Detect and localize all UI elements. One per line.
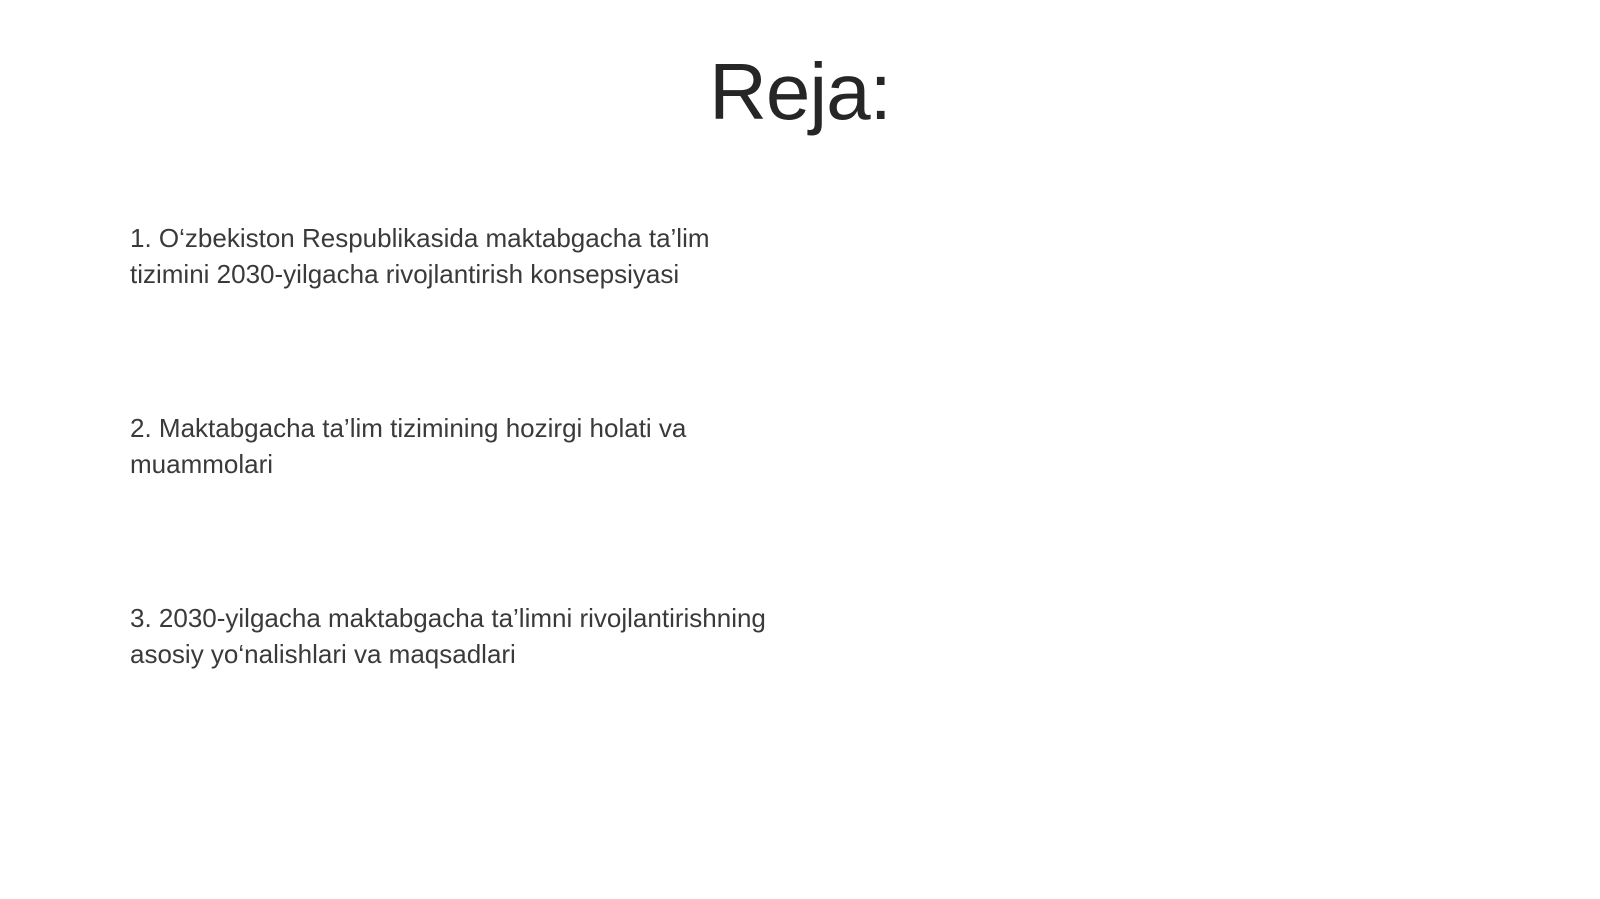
plan-item-2-line-1: 2. Maktabgacha ta’lim tizimining hozirgi holati va (130, 413, 687, 443)
plan-item-2 (130, 410, 850, 482)
plan-item-1-line-1: 1. O‘zbekiston Respublikasida maktabgacha ta’lim (130, 223, 710, 253)
plan-item-3 (130, 600, 850, 672)
plan-item-1-line-2: tizimini 2030-yilgacha rivojlantirish konsepsiyasi (130, 259, 680, 289)
plan-item-2-line-2: muammolari (130, 449, 274, 479)
slide-title: Reja: (709, 47, 891, 136)
plan-item-3-line-2: asosiy yo‘nalishlari va maqsadlari (130, 639, 516, 669)
plan-item-3-line-1: 3. 2030-yilgacha maktabgacha ta’limni rivojlantirishning (130, 603, 766, 633)
plan-item-1 (130, 220, 850, 292)
